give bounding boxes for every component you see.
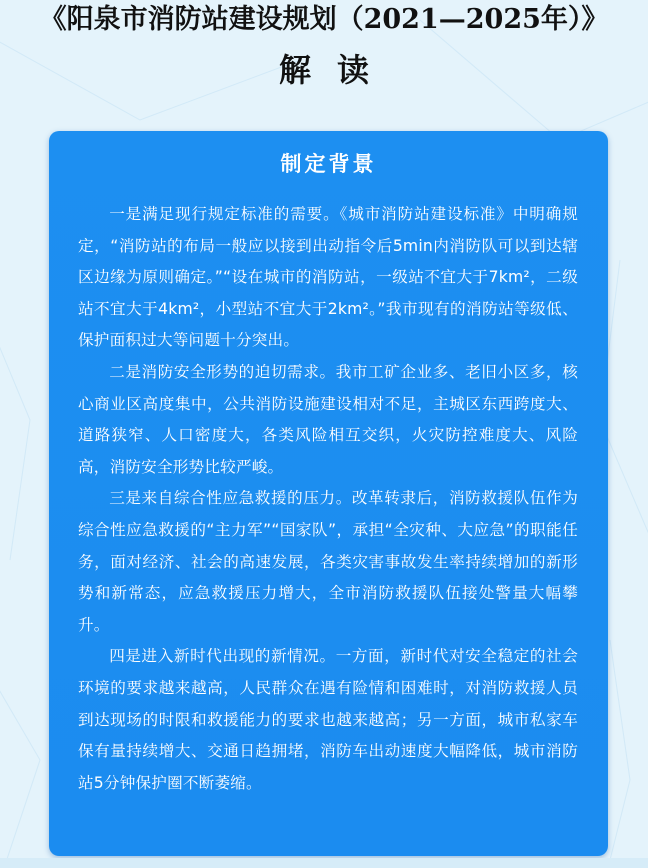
content-card [49, 131, 608, 856]
section-body [78, 199, 578, 799]
document-title: 《阳泉市消防站建设规划（2021—2025年）》 [39, 4, 609, 35]
document-subtitle: 解读 [278, 51, 395, 89]
bottom-edge [0, 858, 648, 868]
paragraph-1: 一是满足现行规定标准的需要。《城市消防站建设标准》中明确规定，“消防站的布局一般应以接到出动指令后5min内消防队可以到达辖区边缘为原则确定。”“设在城市的消防站，一级站不宜大于7km²，二级站不宜大于4km²，小型站不宜大于2km²。”我市现有的消防站等级低、保护面积过大等问题十分突出。 [78, 205, 578, 350]
paragraph-2: 二是消防安全形势的迫切需求。我市工矿企业多、老旧小区多，核心商业区高度集中，公共消防设施建设相对不足，主城区东西跨度大、道路狭窄、人口密度大，各类风险相互交织，火灾防控难度大、风险高，消防安全形势比较严峻。 [78, 362, 578, 476]
paragraph-3: 三是来自综合性应急救援的压力。改革转隶后，消防救援队伍作为综合性应急救援的“主力军”“国家队”，承担“全灾种、大应急”的职能任务，面对经济、社会的高速发展，各类灾害事故发生率持续增加的新形势和新常态，应急救援压力增大，全市消防救援队伍接处警量大幅攀升。 [78, 489, 578, 634]
section-heading: 制定背景 [280, 152, 377, 176]
paragraph-4: 四是进入新时代出现的新情况。一方面，新时代对安全稳定的社会环境的要求越来越高，人民群众在遇有险情和困难时，对消防救援人员到达现场的时限和救援能力的要求也越来越高；另一方面，城市私家车保有量持续增大、交通日趋拥堵，消防车出动速度大幅降低，城市消防站5分钟保护圈不断萎缩。 [78, 647, 578, 792]
